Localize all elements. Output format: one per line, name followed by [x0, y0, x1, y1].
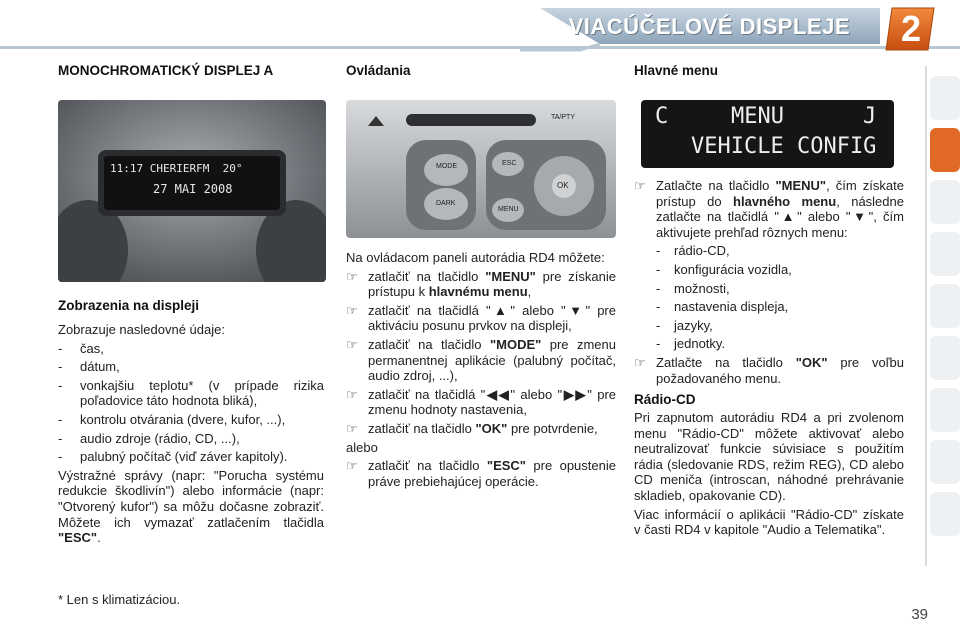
ok-button-label: OK	[557, 181, 569, 190]
radio-cd-paragraph-2: Viac informácií o aplikácii "Rádio-CD" získate v časti RD4 v kapitole "Audio a Telematika".	[634, 506, 904, 538]
pointing-hand-icon: ☞	[346, 336, 358, 352]
list-item: ☞ Zatlačte na tlačidlo "OK" pre voľbu požadovaného menu.	[634, 354, 904, 386]
pointing-hand-icon: ☞	[346, 268, 358, 284]
submenu-item: - jednotky.	[656, 336, 726, 352]
display-info-intro: Zobrazuje nasledovné údaje:	[58, 322, 225, 337]
list-item: ☞ zatlačiť na tlačidlá "◀◀" alebo "▶▶" pre zmenu hodnoty nastavenia,	[346, 386, 617, 418]
menu-display-left: C	[655, 104, 669, 129]
display-info-heading: Zobrazenia na displeji	[58, 298, 200, 313]
controls-text	[346, 250, 616, 492]
list-item: - dátum,	[58, 359, 120, 375]
dark-button-label: DARK	[436, 200, 456, 207]
list-item: ☞ zatlačiť na tlačidlo "ESC" pre opustenie práve prebiehajúcej operácie.	[346, 458, 616, 489]
pointing-hand-icon: ☞	[346, 386, 358, 402]
radio-cd-text	[634, 410, 904, 541]
pointing-hand-icon: ☞	[634, 354, 646, 370]
pointing-hand-icon: ☞	[346, 420, 358, 436]
or-text: alebo	[346, 439, 378, 455]
controls-heading: Ovládania	[346, 63, 411, 78]
list-item: - vonkajšiu teplotu* (v prípade rizika poľadovice táto hodnota bliká),	[58, 377, 324, 409]
main-menu-heading: Hlavné menu	[634, 63, 719, 78]
menu-display-item: VEHICLE CONFIG	[691, 134, 877, 159]
display-info-text	[58, 322, 324, 549]
esc-button-label: ESC	[502, 160, 517, 167]
list-item: ☞ zatlačiť na tlačidlo "OK" pre potvrdenie,	[346, 420, 598, 436]
list-item: - kontrolu otvárania (dvere, kufor, ...),	[58, 411, 286, 427]
display-line-2: 27 MAI 2008	[153, 182, 233, 196]
pointing-hand-icon: ☞	[346, 302, 358, 318]
list-item: - čas,	[58, 340, 104, 356]
list-item: ☞ zatlačiť na tlačidlo "MENU" pre získanie prístupu k hlavnému menu,	[346, 268, 616, 300]
submenu-item: - rádio-CD,	[656, 243, 730, 259]
page-title: VIACÚČELOVÉ DISPLEJE	[568, 14, 850, 39]
list-item: ☞ zatlačiť na tlačidlo "MODE" pre zmenu permanentnej aplikácie (palubný počítač, audio zdroj, ...),	[346, 336, 616, 384]
list-item: - palubný počítač (viď záver kapitoly).	[58, 449, 288, 465]
submenu-item: - konfigurácia vozidla,	[656, 261, 792, 277]
menu-display-photo	[641, 100, 894, 168]
submenu-item: - jazyky,	[656, 317, 713, 333]
chapter-number: 2	[900, 8, 922, 49]
pointing-hand-icon: ☞	[346, 458, 358, 474]
mode-button-label: MODE	[436, 163, 457, 170]
warning-paragraph: Výstražné správy (napr: "Porucha systému redukcie škodlivín") alebo informácie (napr: "Otvorený kufor") sa môžu dočasne zobraziť. Môžete ich vymazať zatlačením tlačidla "ESC".	[58, 467, 324, 546]
submenu-item: - nastavenia displeja,	[656, 299, 789, 315]
controls-intro: Na ovládacom paneli autorádia RD4 môžete:	[346, 250, 605, 265]
menu-display-title: MENU	[731, 104, 784, 129]
menu-button-label: MENU	[498, 206, 519, 213]
list-item: ☞ zatlačiť na tlačidlá "▲" alebo "▼" pre aktiváciu posunu prvkov na displeji,	[346, 302, 616, 334]
radio-cd-heading: Rádio-CD	[634, 392, 696, 407]
ta-button-label: TA/PTY	[551, 114, 575, 121]
display-a-photo	[58, 100, 326, 282]
list-item: ☞ Zatlačte na tlačidlo "MENU", čím získate prístup do hlavného menu, následne zatlačte na tlačidlá "▲" alebo "▼", čím aktivujete prehľad rôznych menu:	[634, 178, 904, 240]
display-a-heading: MONOCHROMATICKÝ DISPLEJ A	[58, 63, 274, 78]
page-header	[0, 0, 960, 56]
control-panel-photo	[346, 100, 616, 238]
page-number: 39	[911, 606, 928, 623]
display-line-1: 11:17 CHERIERFM 20°	[110, 162, 243, 175]
footnote: * Len s klimatizáciou.	[58, 592, 181, 607]
main-menu-text	[634, 178, 904, 389]
list-item: - audio zdroje (rádio, CD, ...),	[58, 430, 240, 446]
menu-display-right: J	[863, 104, 877, 129]
pointing-hand-icon: ☞	[634, 178, 646, 193]
side-tabs	[916, 66, 960, 566]
radio-cd-paragraph-1: Pri zapnutom autorádiu RD4 a pri zvolenom menu "Rádio-CD" môžete aktivovať alebo neutralizovať funkcie súvisiace s použitím rádia (sledovanie RDS, režim REG), CD alebo CD meniča (introscan, náhodné prehrávanie skladieb, opakovanie CD).	[634, 410, 904, 503]
radio-control-panel-image	[346, 100, 616, 238]
submenu-item: - možnosti,	[656, 280, 730, 296]
